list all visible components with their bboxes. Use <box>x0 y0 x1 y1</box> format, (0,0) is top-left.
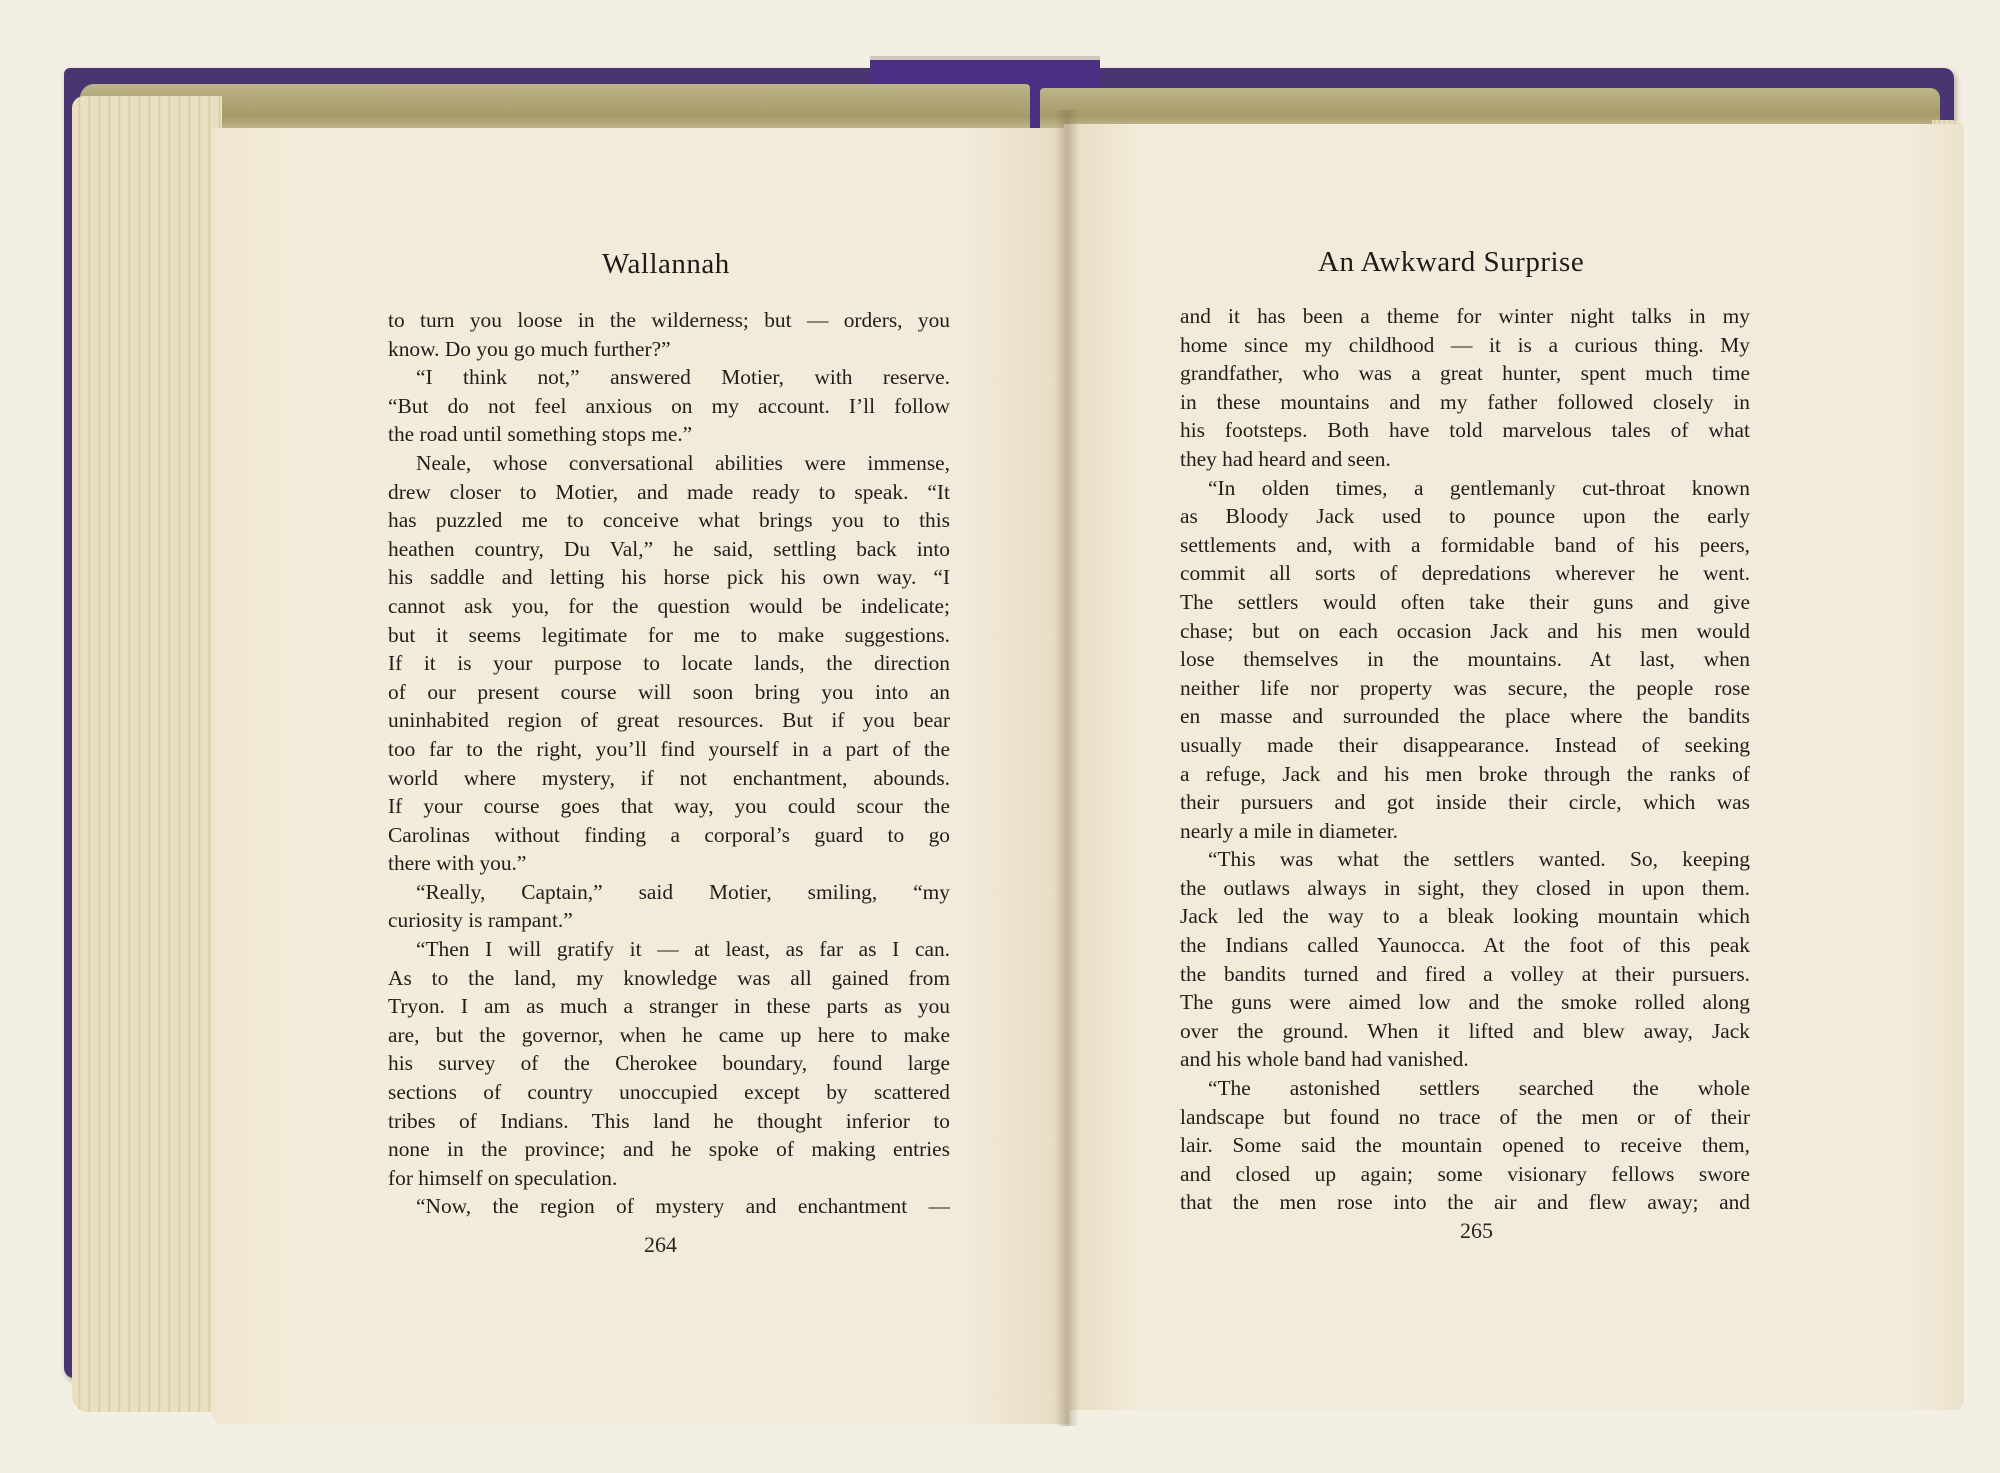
text-line: but it seems legitimate for me to make suggestions. <box>388 622 950 647</box>
text-line: heathen country, Du Val,” he said, settling back into <box>388 536 950 561</box>
text-line: lair. Some said the mountain opened to receive them, <box>1180 1133 1750 1158</box>
text-line: neither life nor property was secure, the people rose <box>1180 675 1750 700</box>
text-line: to turn you loose in the wilderness; but — orders, you <box>388 308 950 332</box>
running-head-right: An Awkward Surprise <box>1318 246 1585 278</box>
text-line: his footsteps. Both have told marvelous tales of what <box>1180 418 1750 443</box>
text-line: there with you.” <box>388 851 527 876</box>
right-page-text <box>1180 302 1750 1217</box>
text-line: Carolinas without finding a corporal’s guard to go <box>388 822 950 847</box>
text-line: If it is your purpose to locate lands, the direction <box>388 651 950 676</box>
text-line: “The astonished settlers searched the whole <box>1208 1076 1750 1101</box>
text-line: grandfather, who was a great hunter, spent much time <box>1180 361 1750 386</box>
text-line: of our present course will soon bring you into an <box>388 679 950 704</box>
text-line: their pursuers and got inside their circle, which was <box>1180 790 1750 815</box>
text-line: “This was what the settlers wanted. So, keeping <box>1208 847 1750 872</box>
text-line: landscape but found no trace of the men or of their <box>1180 1104 1750 1129</box>
text-line: home since my childhood — it is a curious thing. My <box>1180 332 1750 357</box>
text-line: curiosity is rampant.” <box>388 908 573 933</box>
text-line: his saddle and letting his horse pick his own way. “I <box>388 565 950 590</box>
text-line: drew closer to Motier, and made ready to speak. “It <box>388 479 950 504</box>
text-line: over the ground. When it lifted and blew away, Jack <box>1180 1018 1750 1043</box>
text-line: know. Do you go much further?” <box>388 336 671 361</box>
text-line: as Bloody Jack used to pounce upon the early <box>1180 504 1750 529</box>
text-line: Neale, whose conversational abilities were immense, <box>416 450 950 475</box>
text-line: a refuge, Jack and his men broke through the ranks of <box>1180 761 1750 786</box>
left-page-text <box>388 306 950 1221</box>
text-line: none in the province; and he spoke of making entries <box>388 1137 950 1162</box>
text-line: his survey of the Cherokee boundary, found large <box>388 1051 950 1076</box>
text-line: sections of country unoccupied except by scattered <box>388 1080 950 1105</box>
text-line: “In olden times, a gentlemanly cut-throat known <box>1208 475 1750 500</box>
page-number-left: 264 <box>644 1232 677 1257</box>
text-line: and his whole band had vanished. <box>1180 1047 1469 1072</box>
text-line: lose themselves in the mountains. At last, when <box>1180 647 1750 672</box>
text-line: If your course goes that way, you could scour the <box>388 794 950 819</box>
text-line: uninhabited region of great resources. But if you bear <box>388 708 950 733</box>
text-line: they had heard and seen. <box>1180 446 1391 471</box>
text-line: world where mystery, if not enchantment, abounds. <box>388 765 950 790</box>
text-line: are, but the governor, when he came up here to make <box>388 1022 950 1047</box>
text-line: Tryon. I am as much a stranger in these parts as you <box>388 994 950 1019</box>
text-line: in these mountains and my father followed closely in <box>1180 389 1750 414</box>
text-line: commit all sorts of depredations wherever he went. <box>1180 561 1750 586</box>
text-line: usually made their disappearance. Instead of seeking <box>1180 732 1750 757</box>
page-number-right: 265 <box>1460 1218 1493 1243</box>
text-line: “Then I will gratify it — at least, as far as I can. <box>416 937 950 962</box>
text-line: and it has been a theme for winter night talks in my <box>1180 304 1750 328</box>
text-line: tribes of Indians. This land he thought inferior to <box>388 1108 950 1133</box>
text-line: has puzzled me to conceive what brings you to this <box>388 508 950 533</box>
text-line: the Indians called Yaunocca. At the foot of this peak <box>1180 933 1750 958</box>
text-line: the outlaws always in sight, they closed in upon them. <box>1180 875 1750 900</box>
text-line: “But do not feel anxious on my account. I’ll follow <box>388 393 950 418</box>
text-line: settlements and, with a formidable band of his peers, <box>1180 532 1750 557</box>
text-line: too far to the right, you’ll find yourself in a part of the <box>388 736 950 761</box>
text-line: en masse and surrounded the place where the bandits <box>1180 704 1750 729</box>
book-gutter <box>1055 110 1079 1426</box>
text-line: the bandits turned and fired a volley at their pursuers. <box>1180 961 1750 986</box>
text-line: The guns were aimed low and the smoke rolled along <box>1180 990 1750 1015</box>
right-page <box>1064 124 1964 1410</box>
text-line: cannot ask you, for the question would be indelicate; <box>388 593 950 618</box>
text-line: and closed up again; some visionary fellows swore <box>1180 1161 1750 1186</box>
text-line: the road until something stops me.” <box>388 422 693 447</box>
text-line: chase; but on each occasion Jack and his men would <box>1180 618 1750 643</box>
left-page <box>212 128 1070 1424</box>
text-line: Jack led the way to a bleak looking mountain which <box>1180 904 1750 929</box>
text-line: for himself on speculation. <box>388 1165 618 1190</box>
text-line: “Now, the region of mystery and enchantment — <box>416 1194 950 1219</box>
text-line: “I think not,” answered Motier, with reserve. <box>416 365 950 390</box>
text-line: The settlers would often take their guns and give <box>1180 589 1750 614</box>
page-edges-left <box>72 96 222 1412</box>
running-head-left: Wallannah <box>602 248 730 280</box>
text-line: “Really, Captain,” said Motier, smiling, “my <box>416 879 950 904</box>
text-line: that the men rose into the air and flew away; and <box>1180 1190 1750 1215</box>
text-line: As to the land, my knowledge was all gained from <box>388 965 950 990</box>
text-line: nearly a mile in diameter. <box>1180 818 1398 843</box>
